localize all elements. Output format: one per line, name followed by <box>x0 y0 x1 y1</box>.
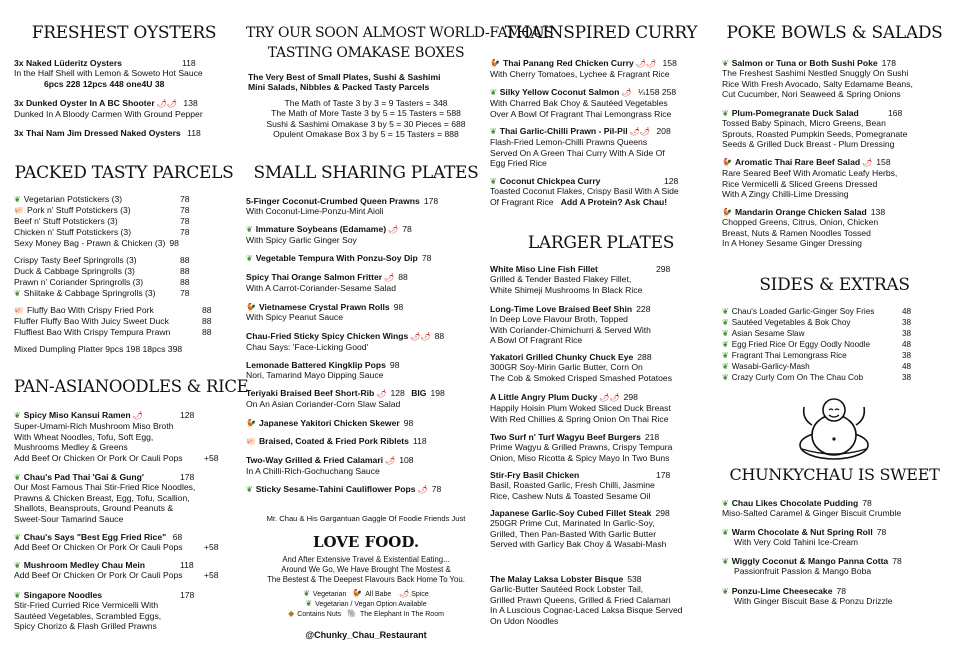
menu-item: 5-Finger Coconut-Crumbed Queen Prawns 178 With Coconut-Lime-Ponzu-Mint Aioli <box>246 196 439 217</box>
heading-parcels: PACKED TASTY PARCELS <box>14 163 234 183</box>
leaf-icon: ❦ <box>722 362 729 371</box>
chili-icon: 🌶 <box>862 158 873 167</box>
chili-icon: 🌶🌶 <box>410 332 431 341</box>
column-2 <box>246 0 554 649</box>
leaf-icon: ❦ <box>490 177 497 186</box>
menu-item: ❦ Singapore Noodles 178 Stir-Fried Curried Rice Vermicelli With Sautéed Vegetables, Scrambled Eggs, Spicy Chorizo & Flash Grilled Prawns <box>14 590 195 632</box>
menu-item: The Malay Laksa Lobster Bisque 538 Garlic-Butter Sautéed Rock Lobster Tail, Grilled Prawn Queens, Grilled & Fried Calamari In A Luscious Cognac-Laced Laksa Bisque Served On Udon Noodles <box>490 574 683 626</box>
menu-item: 3x Thai Nam Jim Dressed Naked Oysters 118 <box>14 128 201 138</box>
menu-item: 🐖 Braised, Coated & Fried Pork Riblets 118 <box>246 436 427 446</box>
chili-icon: 🌶🌶 <box>635 59 657 68</box>
heading-omakase: TRY OUR SOON ALMOST WORLD-FAMOUS <box>246 25 554 41</box>
menu-item: ❦ Silky Yellow Coconut Salmon 🌶 ¼158 258 With Charred Bak Choy & Sautéed Vegetables Over A Bowl Of Fragrant Thai Lemongrass Rice <box>490 87 677 119</box>
leaf-icon: ❦ <box>722 340 729 349</box>
leaf-icon: ❦ <box>722 318 729 327</box>
leaf-icon: ❦ <box>14 289 21 298</box>
menu-item: 🐓 Thai Panang Red Chicken Curry 🌶🌶 158 With Cherry Tomatoes, Lychee & Fragrant Rice <box>490 58 677 80</box>
heading-larger-plates: LARGER PLATES <box>527 233 675 253</box>
leaf-icon: ❦ <box>14 533 21 542</box>
love-food-title: LOVE FOOD. <box>312 533 420 551</box>
chili-icon: 🌶 <box>132 411 143 420</box>
chicken-icon: 🐓 <box>722 208 732 217</box>
menu-item: Two Surf n' Turf Wagyu Beef Burgers 218 Prime Wagyu & Grilled Prawns, Crispy Tempura Onion, Miso Ricotta & Spicy Mayo In Two Buns <box>490 432 673 463</box>
chili-icon: 🌶 <box>417 485 428 494</box>
leaf-icon: ❦ <box>246 485 253 494</box>
column-4 <box>722 0 947 649</box>
menu-item: Two-Way Grilled & Fried Calamari 🌶 108 In A Chilli-Rich-Gochuchang Sauce <box>246 455 414 477</box>
heading-omakase-2: TASTING OMAKASE BOXES <box>267 45 465 61</box>
column-3 <box>490 0 712 649</box>
menu-item: ❦ Wiggly Coconut & Mango Panna Cotta 78 Passionfruit Passion & Mango Boba <box>722 556 902 577</box>
menu-item: ❦ Salmon or Tuna or Both Sushi Poke 178 The Freshest Sashimi Nestled Snuggly On Sushi Rice With Fresh Avocado, Salty Edamame Beans, Cut Cucumber, Nori Seaweed & Spring Onions <box>722 58 913 100</box>
chili-icon: 🌶 <box>621 88 632 97</box>
sides-list: ❦ Chau's Loaded Garlic-Ginger Soy Fries 48 ❦ Sautéed Vegetables & Bok Choy 38 ❦ Asian Sesame Slaw 38 ❦ Egg Fried Rice Or Eggy Oodly Noodle 48 ❦ Fragrant Thai Lemongrass Rice 38 ❦ Wasabi-Garlicy-Mash 48 ❦ Crazy Curly Corn On The Chau Cob 38 <box>722 307 912 382</box>
parcel-list: ❦ Vegetarian Potstickers (3) 78 🐖 Pork n' Stuff Potstickers (3) 78 Beef n' Stuff Potstickers (3) 78 Chicken n' Stuff Potstickers (3) 78 Sexy Money Bag - Prawn & Chicken (3) 98 Crispy Tasty Beef Springrolls (3) 88 Duck & Cabbage Springrolls (3) 88 Prawn n' Coriander Springrolls (3) 88 ❦ Shiitake & Cabbage Springrolls (3) 78 🐖 Fluffy Bao With Crispy Fried Pork 88 Fluffer Fluffy Bao With Juicy Sweet Duck 88 Fluffiest Bao With Crispy Tempura Prawn 88 Mixed Dumpling Platter 9pcs 198 18pcs 398 <box>14 194 212 354</box>
leaf-icon: ❦ <box>490 127 497 136</box>
leaf-icon: ❦ <box>722 587 729 596</box>
leaf-icon: ❦ <box>246 254 253 263</box>
menu-item: Long-Time Love Braised Beef Shin 228 In Deep Love Flavour Broth, Topped With Coriander-Chimichurri & Served With A Bowl Of Fragrant Rice <box>490 304 651 346</box>
omakase-block: The Very Best of Small Plates, Sushi & Sashimi Mini Salads, Nibbles & Packed Tasty Parcels <box>248 72 441 93</box>
menu-item: White Miso Line Fish Fillet 298 Grilled & Tender Basted Flakey Fillet, White Shimeji Mushrooms In Black Rice <box>490 264 671 295</box>
elephant-icon: 🐘 <box>347 609 357 618</box>
menu-item: ❦ Warm Chocolate & Nut Spring Roll 78 With Very Cold Tahini Ice-Cream <box>722 527 887 548</box>
nut-icon: ◆ <box>288 609 295 618</box>
love-food-text: And After Extensive Travel & Existential Eating... Around We Go, We Have Brought The Mostest & The Bestest & The Deepest Flavours Back Home To You. <box>267 555 465 584</box>
menu-item: 🐓 Mandarin Orange Chicken Salad 138 Chopped Greens, Citrus, Onion, Chicken Breast, Nuts & Ramen Noodles Tossed In A Honey Sesame Ginger Dressing <box>722 207 886 249</box>
gaggle-text: Mr. Chau & His Gargantuan Gaggle Of Foodie Friends Just <box>266 514 466 523</box>
menu-item: ❦ Immature Soybeans (Edamame) 🌶 78 With Spicy Garlic Ginger Soy <box>246 224 412 246</box>
menu-item: 3x Dunked Oyster In A BC Shooter 🌶🌶 138 Dunked In A Bloody Carmen With Ground Pepper <box>14 98 203 120</box>
leaf-icon: ❦ <box>722 109 729 118</box>
menu-item: ❦ Chau's Says "Best Egg Fried Rice" 68 Add Beef Or Chicken Or Pork Or Cauli Pops +58 <box>14 532 219 553</box>
menu-item: Stir-Fry Basil Chicken 178 Basil, Roasted Garlic, Fresh Chilli, Jasmine Rice, Cashew Nuts & Toasted Sesame Oil <box>490 470 671 501</box>
legend: ❦ Vegetarian 🐓 All Babe 🌶 Spice ❦ Vegetarian / Vegan Option Available ◆ Contains Nuts 🐘 The Elephant In The Room <box>288 589 444 618</box>
pig-icon: 🐖 <box>246 437 256 446</box>
chili-icon: 🌶 <box>384 273 395 282</box>
heading-poke: POKE BOWLS & SALADS <box>726 23 943 43</box>
heading-small-plates: SMALL SHARING PLATES <box>253 163 479 183</box>
heading-noodles: PAN-ASIANOODLES & RICE <box>14 377 249 396</box>
chicken-icon: 🐓 <box>722 158 732 167</box>
chili-icon: 🌶 <box>399 589 410 598</box>
menu-item: ❦ Chau Likes Chocolate Pudding 78 Miso-Salted Caramel & Ginger Biscuit Crumble <box>722 498 902 519</box>
menu-item: ❦ Chau's Pad Thai 'Gai & Gung' 178 Our Most Famous Thai Stir-Fried Rice Noodles, Prawns & Chicken Breast, Egg, Tofu, Scallion, Shallots, Beansprouts, Ground Peanuts & Sweet-Sour Tamarind Sauce <box>14 472 196 524</box>
menu-item: ❦ Thai Garlic-Chilli Prawn - Pil-Pil 🌶🌶 208 Flash-Fried Lemon-Chilli Prawns Queens Served On A Green Thai Curry With A Side Of Egg Fried Rice <box>490 126 671 169</box>
chili-icon: 🌶🌶 <box>629 127 650 136</box>
chicken-icon: 🐓 <box>490 59 500 68</box>
menu-item: ❦ Spicy Miso Kansui Ramen 🌶 128 Super-Umami-Rich Mushroom Miso Broth With Wheat Noodles, Tofu, Soft Egg, Mushrooms Medley & Greens Add Beef Or Chicken Or Pork Or Cauli Pops +58 <box>14 410 219 463</box>
chili-icon: 🌶 <box>385 456 396 465</box>
heading-sides: SIDES & EXTRAS <box>759 275 910 295</box>
menu-item: 3x Naked Lüderitz Oysters 118 In the Half Shell with Lemon & Soweto Hot Sauce 6pcs 228 12pcs 448 one4U 38 <box>14 58 203 89</box>
chili-icon: 🌶 <box>376 389 387 398</box>
leaf-icon: ❦ <box>722 373 729 382</box>
chicken-icon: 🐓 <box>246 303 256 312</box>
menu-item: ❦ Sticky Sesame-Tahini Cauliflower Pops 🌶 78 <box>246 484 442 494</box>
menu-item: ❦ Coconut Chickpea Curry 128 Toasted Coconut Flakes, Crispy Basil With A Side Of Fragrant Rice Add A Protein? Ask Chau! <box>490 176 679 207</box>
menu-item: Spicy Thai Orange Salmon Fritter 🌶 88 With A Carrot-Coriander-Sesame Salad <box>246 272 408 294</box>
menu-item: Japanese Garlic-Soy Cubed Fillet Steak 298 250GR Prime Cut, Marinated In Garlic-Soy, Grilled, Then Pan-Basted With Garlic Butter Served with Garlicy Bak Choy & Wasabi-Mash <box>490 508 670 550</box>
chili-icon: 🌶🌶 <box>156 99 178 108</box>
buddha-icon <box>794 395 874 461</box>
leaf-icon: ❦ <box>14 195 21 204</box>
menu-item: ❦ Plum-Pomegranate Duck Salad 168 Tossed Baby Spinach, Micro Greens, Bean Sprouts, Roasted Pumpkin Seeds, Pomegranate Seeds & Grilled Duck Breast - Plum Dressing <box>722 108 908 150</box>
menu-item: Chau-Fried Sticky Spicy Chicken Wings 🌶🌶 88 Chau Says: 'Face-Licking Good' <box>246 331 445 353</box>
leaf-icon: ❦ <box>305 599 313 608</box>
leaf-icon: ❦ <box>14 473 21 482</box>
leaf-icon: ❦ <box>722 329 729 338</box>
menu-item: Yakatori Grilled Chunky Chuck Eye 288 300GR Soy-Mirin Garlic Butter, Corn On The Cob & Smoked Crisped Smashed Potatoes <box>490 352 672 383</box>
leaf-icon: ❦ <box>14 411 21 420</box>
column-1 <box>14 0 249 649</box>
chili-icon: 🌶🌶 <box>599 393 620 402</box>
menu-item: 🐓 Japanese Yakitori Chicken Skewer 98 <box>246 418 414 428</box>
menu-item: ❦ Vegetable Tempura With Ponzu-Soy Dip 78 <box>246 253 432 263</box>
menu-item: Lemonade Battered Kingklip Pops 98 Nori, Tamarind Mayo Dipping Sauce <box>246 360 400 381</box>
chicken-icon: 🐓 <box>246 419 256 428</box>
menu-item: ❦ Mushroom Medley Chau Mein 118 Add Beef Or Chicken Or Pork Or Cauli Pops +58 <box>14 560 219 581</box>
leaf-icon: ❦ <box>14 591 21 600</box>
instagram-handle[interactable]: @Chunky_Chau_Restaurant <box>305 630 427 640</box>
menu-item: ❦ Ponzu-Lime Cheesecake 78 With Ginger Biscuit Base & Ponzu Drizzle <box>722 586 893 607</box>
heading-oysters: FRESHEST OYSTERS <box>31 23 217 43</box>
menu-item: A Little Angry Plum Ducky 🌶🌶 298 Happily Hoisin Plum Woked Sliced Duck Breast With Red Chillies & Spring Onion On Thai Rice <box>490 392 671 424</box>
leaf-icon: ❦ <box>722 499 729 508</box>
omakase-prices: The Math of Taste 3 by 3 = 9 Tasters = 348 The Math of More Taste 3 by 5 = 15 Tasters = 588 Sushi & Sashimi Omakase 3 by 5 = 30 Pieces = 688 Opulent Omakase Box 3 by 5 = 15 Tasters = 888 <box>266 98 466 140</box>
leaf-icon: ❦ <box>490 88 497 97</box>
heading-sweet: CHUNKYCHAU IS SWEET <box>729 465 940 484</box>
leaf-icon: ❦ <box>722 59 729 68</box>
leaf-icon: ❦ <box>246 225 253 234</box>
leaf-icon: ❦ <box>722 557 729 566</box>
leaf-icon: ❦ <box>722 528 729 537</box>
menu-item: 🐓 Vietnamese Crystal Prawn Rolls 98 With Spicy Peanut Sauce <box>246 302 404 323</box>
leaf-icon: ❦ <box>722 307 729 316</box>
leaf-icon: ❦ <box>14 561 21 570</box>
leaf-icon: ❦ <box>722 351 729 360</box>
pig-icon: 🐖 <box>14 306 24 315</box>
leaf-icon: ❦ <box>303 589 310 598</box>
chili-icon: 🌶 <box>388 225 399 234</box>
pig-icon: 🐖 <box>14 206 24 215</box>
heading-curry: THAINSPIRED CURRY <box>504 23 698 43</box>
menu-item: 🐓 Aromatic Thai Rare Beef Salad 🌶 158 Rare Seared Beef With Aromatic Leafy Herbs, Rice Vermicelli & Sliced Greens Dressed With A Zingy Chilli-Lime Dressing <box>722 157 898 200</box>
chicken-icon: 🐓 <box>352 589 363 598</box>
menu-item: Teriyaki Braised Beef Short-Rib 🌶 128 BIG 198 On An Asian Coriander-Corn Slaw Salad <box>246 388 445 410</box>
